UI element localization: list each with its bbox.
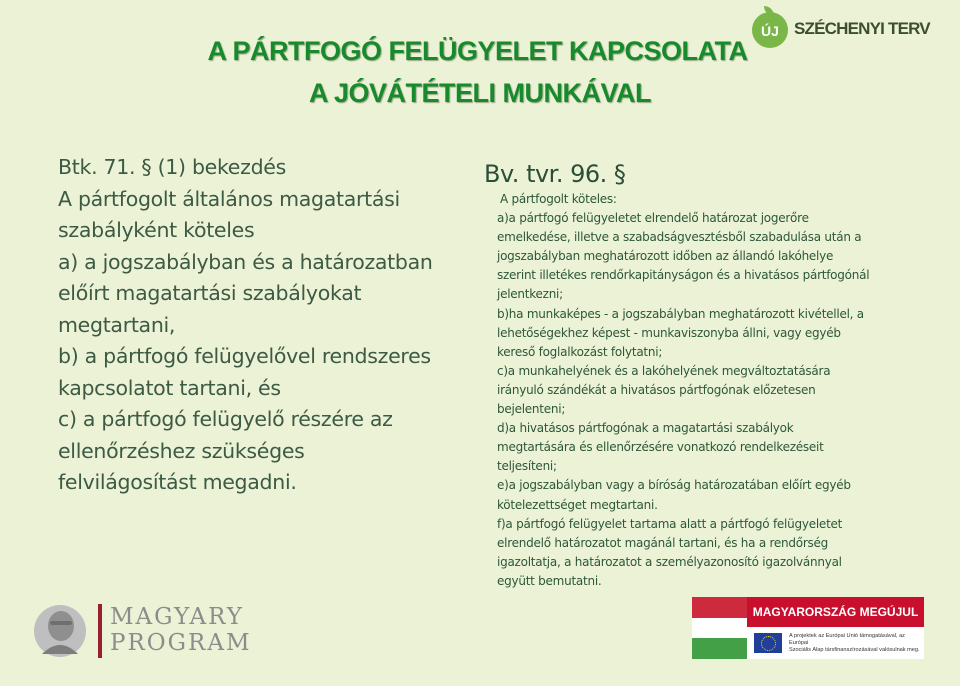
right-column-text bbox=[484, 158, 924, 591]
eu-flag-icon bbox=[754, 633, 782, 653]
left-line: előírt magatartási szabályokat bbox=[58, 281, 362, 305]
szechenyi-terv-text: SZÉCHENYI TERV bbox=[794, 19, 930, 38]
right-heading: Bv. tvr. 96. § bbox=[484, 160, 626, 188]
magyary-line-2: PROGRAM bbox=[110, 630, 252, 656]
right-lines bbox=[497, 190, 924, 591]
right-line: bejelenteni; bbox=[497, 402, 566, 417]
left-column-text bbox=[58, 152, 478, 499]
left-line: felvilágosítást megadni. bbox=[58, 470, 297, 494]
megujul-banner: MAGYARORSZÁG MEGÚJUL bbox=[747, 597, 924, 627]
right-line: igazoltatja, a határozatot a személyazonosító igazolvánnyal bbox=[497, 554, 842, 569]
magyary-divider bbox=[98, 604, 102, 658]
right-line: c)a munkahelyének és a lakóhelyének megváltoztatására bbox=[497, 363, 831, 378]
hungarian-flag-icon bbox=[692, 597, 747, 659]
right-line: b)ha munkaképes - a jogszabályban meghatározott kivétellel, a bbox=[497, 306, 864, 321]
right-line: teljesíteni; bbox=[497, 459, 557, 474]
magyary-line-1: MAGYARY bbox=[110, 604, 244, 630]
left-line: kapcsolatot tartani, és bbox=[58, 375, 281, 400]
left-line: Btk. 71. § (1) bekezdés bbox=[58, 155, 286, 179]
right-line: együtt bemutatni. bbox=[497, 573, 602, 588]
right-line: e)a jogszabályban vagy a bíróság határozatában előírt egyéb bbox=[497, 478, 851, 493]
eu-note-text bbox=[789, 633, 923, 654]
left-line: megtartani, bbox=[58, 312, 176, 337]
magyary-program-logo bbox=[32, 600, 262, 664]
right-line: d)a hivatásos pártfogónak a magatartási szabályok bbox=[497, 421, 794, 436]
left-line: A pártfogolt általános magatartási bbox=[58, 186, 400, 211]
right-line: szerint illetékes rendőrkapitányságon és a hivatásos pártfogónál bbox=[497, 268, 870, 283]
magyary-text bbox=[110, 604, 252, 656]
szechenyi-terv-logo bbox=[750, 8, 955, 66]
eu-note-line-1: A projektek az Európai Unió támogatásával, az Európai bbox=[789, 633, 905, 646]
right-line: irányuló szándékát a hivatásos pártfogónak előzetesen bbox=[497, 382, 816, 397]
title-line-1: A PÁRTFOGÓ FELÜGYELET KAPCSOLATA bbox=[207, 36, 748, 66]
right-line: emelkedése, illetve a szabadságvesztésből szabadulása után a bbox=[497, 230, 862, 245]
title-line-2: A JÓVÁTÉTELI MUNKÁVAL bbox=[308, 78, 651, 108]
right-line: kötelezettséget megtartani. bbox=[497, 497, 658, 512]
left-line: c) a pártfogó felügyelő részére az bbox=[58, 407, 393, 431]
eu-funding-note bbox=[747, 627, 924, 659]
left-line: ellenőrzéshez szükséges bbox=[58, 438, 305, 463]
right-line: elrendelő határozatot magánál tartani, és ha a rendőrség bbox=[497, 535, 829, 550]
right-line: a)a pártfogó felügyeletet elrendelő határozat jogerőre bbox=[497, 211, 809, 226]
right-line: kereső foglalkozást folytatni; bbox=[497, 344, 663, 359]
right-line: lehetőségekhez képest - munkaviszonyba állni, vagy egyéb bbox=[497, 325, 841, 340]
right-line: jogszabályban meghatározott időben az állandó lakóhelye bbox=[497, 249, 834, 264]
eu-note-line-2: Szociális Alap társfinanszírozásával valósulnak meg. bbox=[789, 647, 920, 653]
left-line: szabályként köteles bbox=[58, 218, 255, 242]
left-line: a) a jogszabályban és a határozatban bbox=[58, 249, 433, 274]
magyarorszag-megujul-logo bbox=[692, 597, 924, 659]
left-line: b) a pártfogó felügyelővel rendszeres bbox=[58, 344, 431, 368]
right-line: jelentkezni; bbox=[497, 287, 563, 302]
right-intro: A pártfogolt köteles: bbox=[500, 192, 617, 206]
uj-badge: ÚJ bbox=[752, 12, 788, 48]
right-line: megtartására és ellenőrzésére vonatkozó rendelkezéseit bbox=[497, 440, 824, 455]
right-line: f)a pártfogó felügyelet tartama alatt a pártfogó felügyeletet bbox=[497, 516, 843, 531]
portrait-icon bbox=[32, 602, 88, 660]
